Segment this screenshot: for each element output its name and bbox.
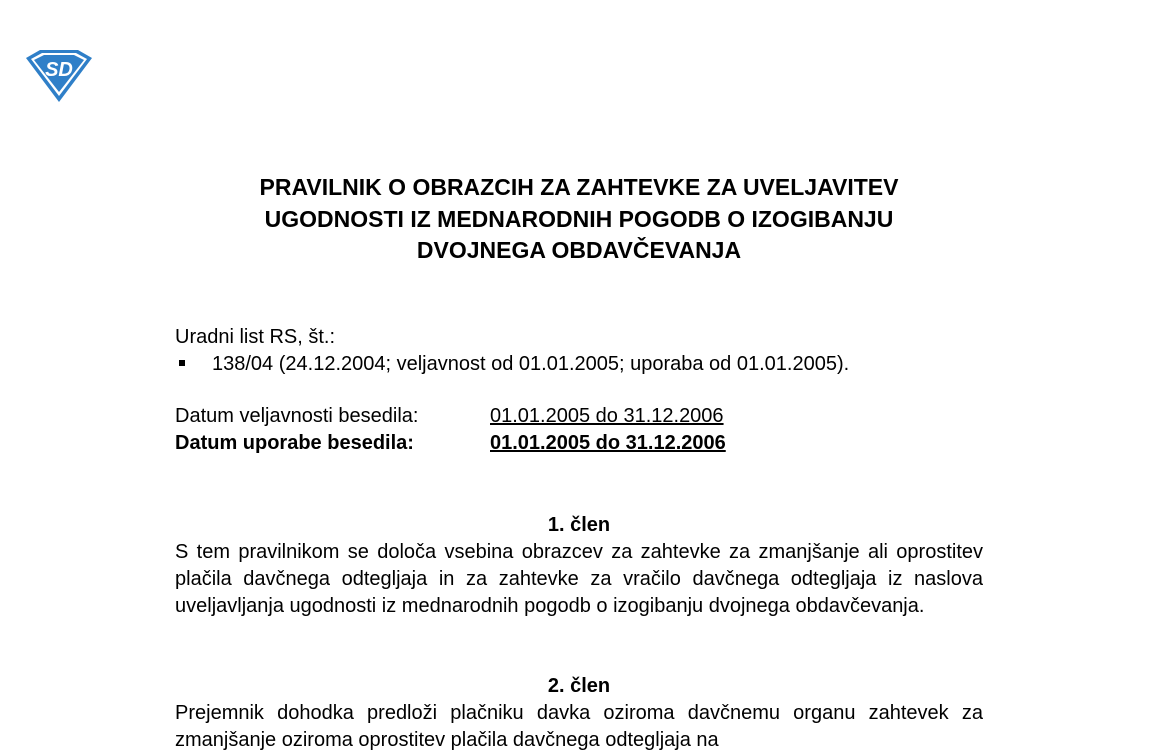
- svg-text:SD: SD: [45, 59, 73, 81]
- gazette-label: Uradni list RS, št.:: [175, 326, 336, 348]
- sd-logo-icon: [22, 48, 96, 104]
- article-heading: 2. člen: [547, 675, 611, 697]
- usage-date-row: [175, 430, 726, 457]
- official-gazette-section: [175, 324, 983, 378]
- document-title: [175, 172, 983, 267]
- article-heading: 1. člen: [547, 514, 611, 536]
- article-2: [175, 673, 983, 754]
- article-text: Prejemnik dohodka predloži plačniku davka oziroma davčnemu organu zahtevek za zmanjšanje oziroma oprostitev plačila davčnega odtegljaja na: [175, 702, 983, 751]
- square-bullet-icon: [179, 360, 185, 366]
- title-line-1: PRAVILNIK O OBRAZCIH ZA ZAHTEVKE ZA UVELJAVITEV: [259, 174, 899, 200]
- title-line-3: DVOJNEGA OBDAVČEVANJA: [416, 237, 742, 263]
- gazette-list-item: [175, 351, 983, 378]
- article-1: [175, 512, 983, 620]
- article-text: S tem pravilnikom se določa vsebina obrazcev za zahtevke za zmanjšanje ali oprostitev plačila davčnega odtegljaja in za zahtevke za vračilo davčnega odtegljaja iz naslova uveljavljanja ugodnosti iz mednarodnih pogodb o izogibanju dvojnega obdavčevanja.: [175, 541, 983, 617]
- text-dates-section: [175, 403, 726, 457]
- title-line-2: UGODNOSTI IZ MEDNARODNIH POGODB O IZOGIBANJU: [264, 205, 894, 232]
- usage-date-label: Datum uporabe besedila:: [175, 432, 414, 454]
- usage-date-value: 01.01.2005 do 31.12.2006: [490, 432, 726, 454]
- validity-date-label: Datum veljavnosti besedila:: [175, 405, 419, 427]
- validity-date-value: 01.01.2005 do 31.12.2006: [490, 405, 724, 427]
- gazette-item-text: 138/04 (24.12.2004; veljavnost od 01.01.2005; uporaba od 01.01.2005).: [212, 353, 850, 375]
- validity-date-row: [175, 403, 726, 430]
